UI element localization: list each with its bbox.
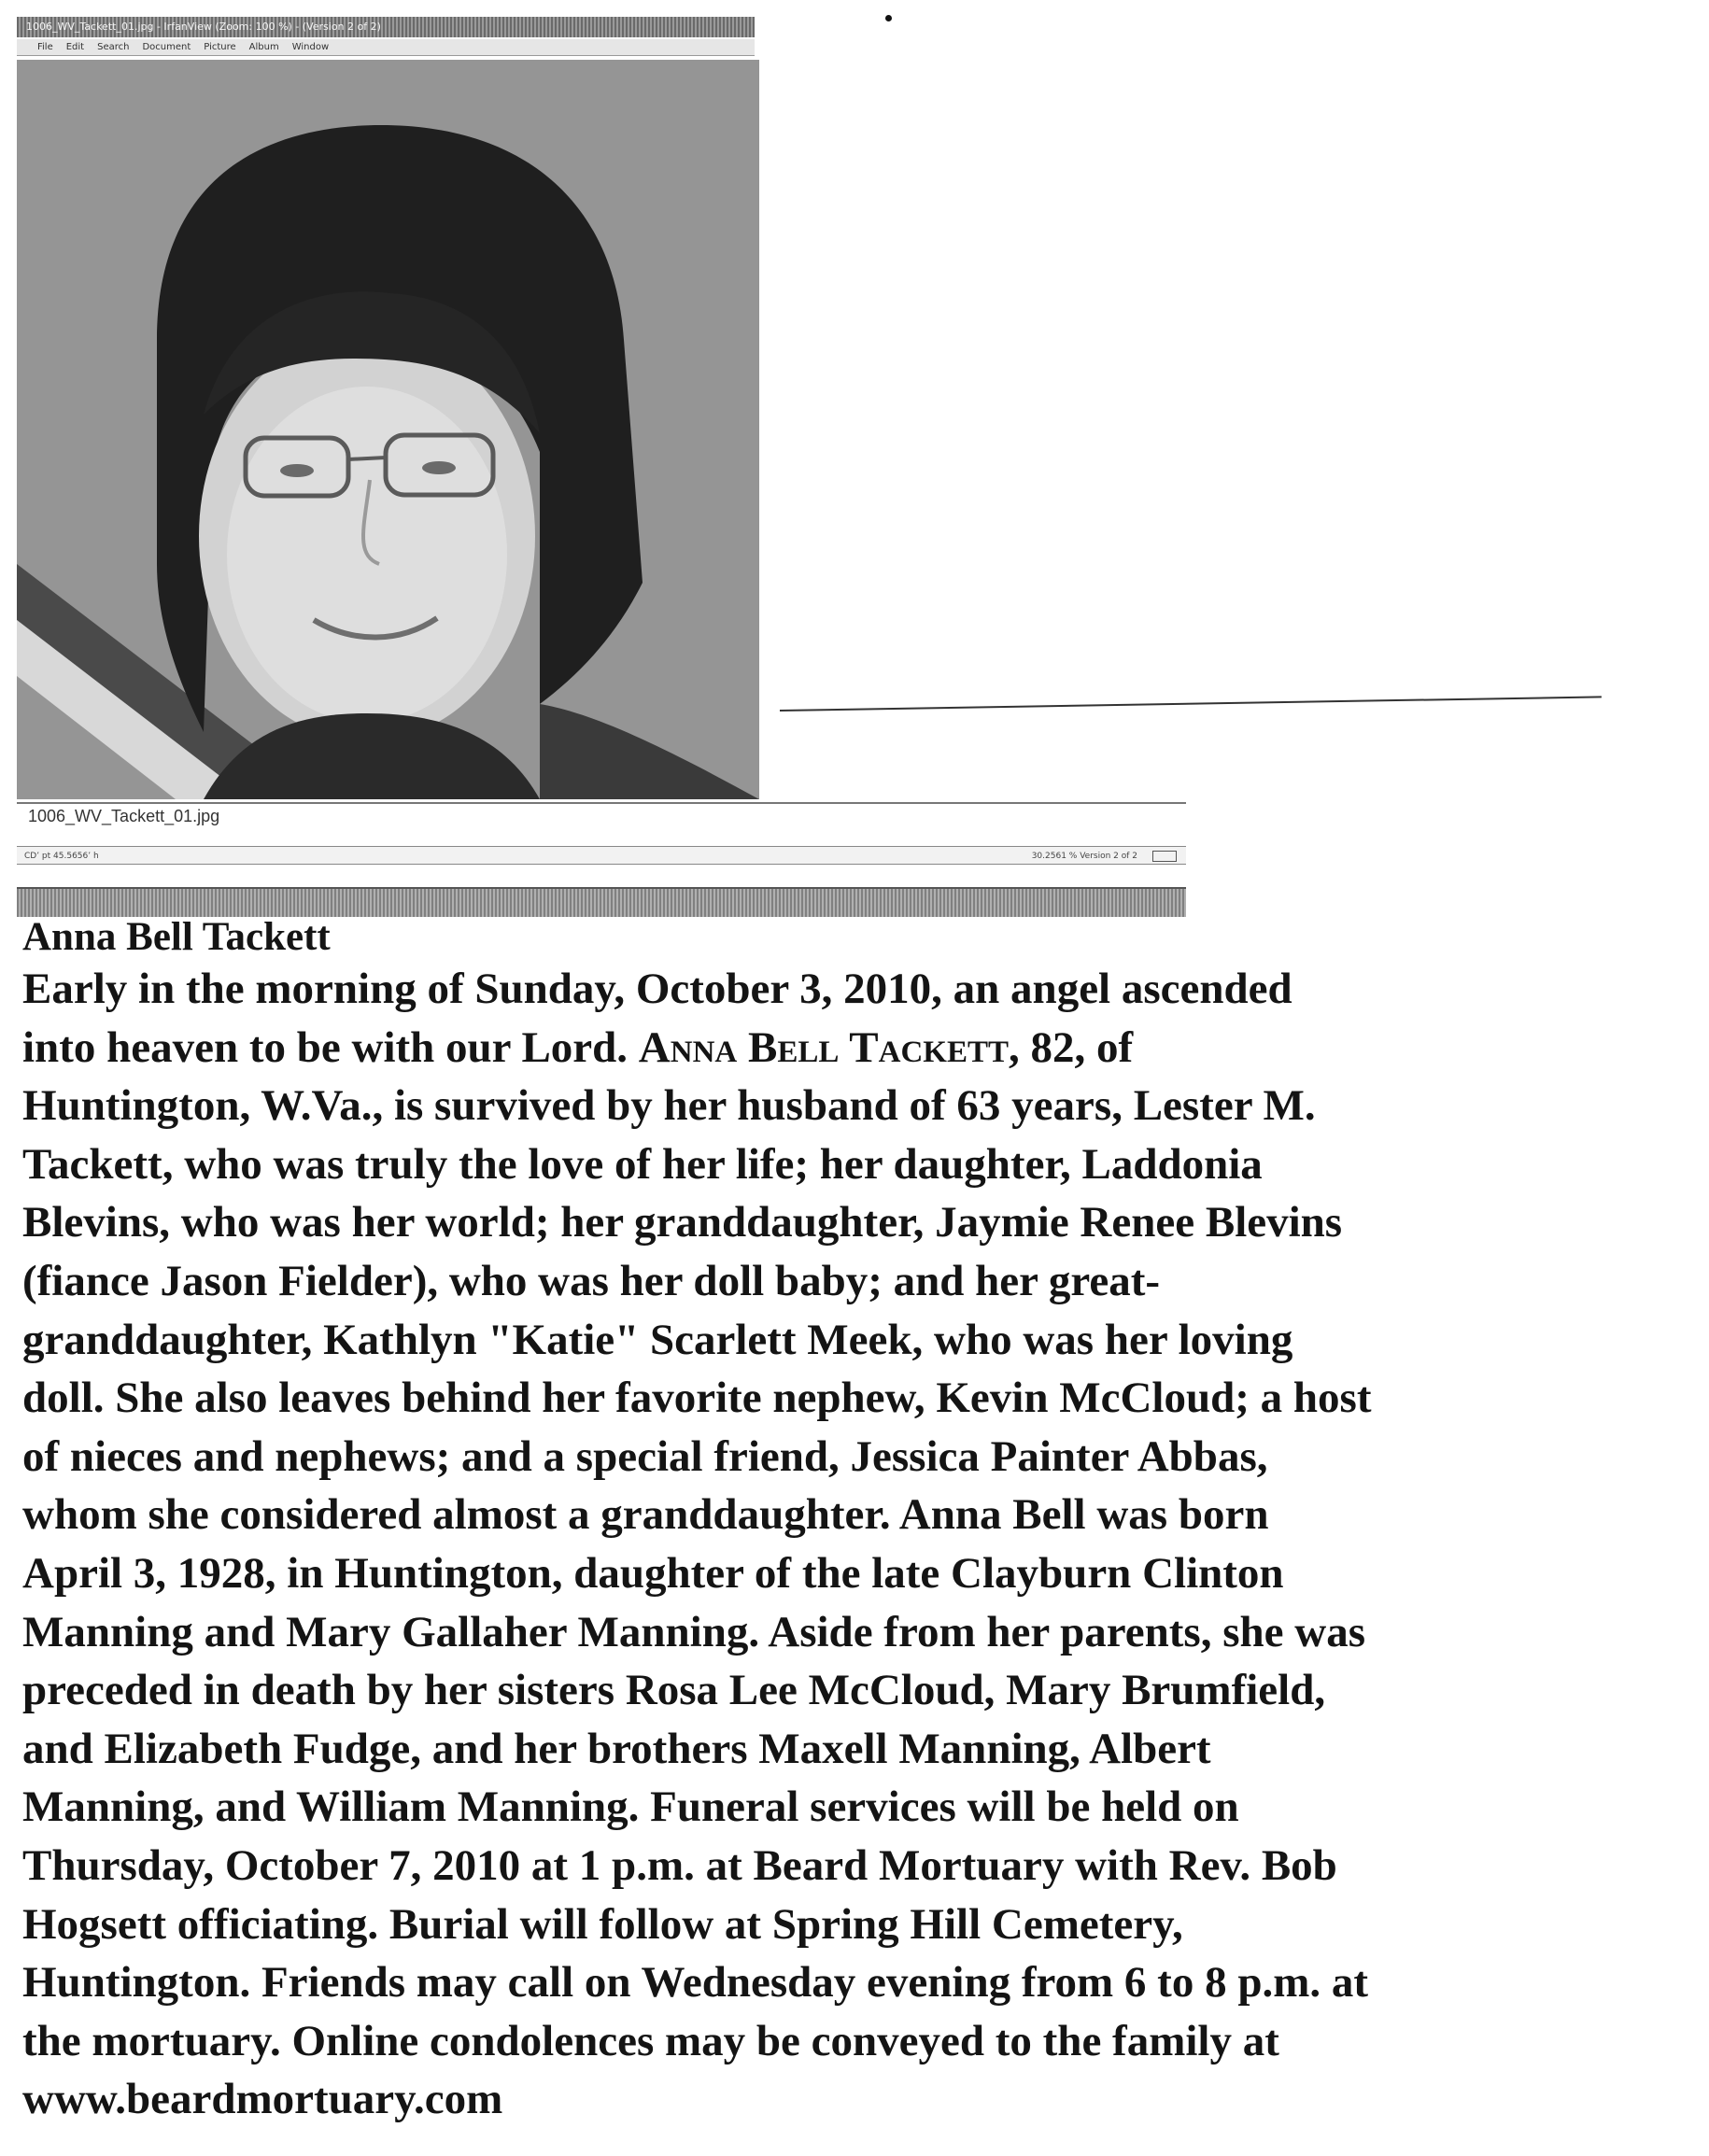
menu-item-edit[interactable]: Edit [65, 42, 85, 52]
status-right-text: 30.2561 % Version 2 of 2 [1031, 852, 1137, 861]
portrait-photo [17, 60, 759, 799]
menu-item-file[interactable]: File [37, 42, 53, 52]
portrait-illustration [17, 60, 759, 799]
viewer-status-bar [17, 846, 1186, 865]
viewer-divider [17, 802, 1186, 804]
viewer-title-bar: 1006_WV_Tackett_01.jpg - IrfanView (Zoom: 100 %) - (Version 2 of 2) [17, 17, 755, 37]
obituary [22, 915, 1554, 2129]
viewer-menu-bar [17, 39, 755, 56]
menu-item-document[interactable]: Document [142, 42, 191, 52]
menu-item-picture[interactable]: Picture [204, 42, 236, 52]
obituary-body [22, 960, 1554, 2129]
obituary-name-caps: Anna Bell Tackett [638, 1022, 1009, 1072]
menu-item-search[interactable]: Search [97, 42, 130, 52]
scan-speck [885, 15, 892, 21]
taskbar [17, 887, 1186, 917]
status-left-text: CD’ pt 45.5656’ h [24, 852, 99, 861]
zoom-control-icon[interactable] [1152, 851, 1177, 862]
obituary-text-part1: Early in the morning of Sunday, October 3, 2010, an angel ascended into heaven to be with our Lord. [22, 965, 1292, 1072]
obituary-name: Anna Bell Tackett [22, 915, 331, 959]
image-filename: 1006_WV_Tackett_01.jpg [28, 807, 220, 825]
menu-item-window[interactable]: Window [291, 42, 330, 52]
image-viewer-window [17, 17, 1186, 915]
menu-item-album[interactable]: Album [248, 42, 279, 52]
obituary-text-part2: , 82, of Huntington, W.Va., is survived by her husband of 63 years, Lester M. Tackett, who was truly the love of her life; her daughter, Laddonia Blevins, who was her world; her granddaughter, Jaymie Renee Blevins (fiance Jason Fielder), who was her doll baby; and her great- granddaughter, Kathlyn "Katie" Scarlett Meek, who was her loving doll. She also leaves behind her favorite nephew, Kevin McCloud; a host of nieces and nephews; and a special friend, Jessica Painter Abbas, whom she considered almost a granddaughter. Anna Bell was born April 3, 1928, in Huntington, daughter of the late Clayburn Clinton Manning and Mary Gallaher Manning. Aside from her parents, she was preceded in death by her sisters Rosa Lee McCloud, Mary Brumfield, and Elizabeth Fudge, and her brothers Maxell Manning, Albert Manning, and William Manning. Funeral services will be held on Thursday, October 7, 2010 at 1 p.m. at Beard Mortuary with Rev. Bob Hogsett officiating. Burial will follow at Spring Hill Cemetery, Huntington. Friends may call on Wednesday evening from 6 to 8 p.m. at the mortuary. Online condolences may be conveyed to the family at www.beardmortuary.com [22, 1022, 1372, 2124]
